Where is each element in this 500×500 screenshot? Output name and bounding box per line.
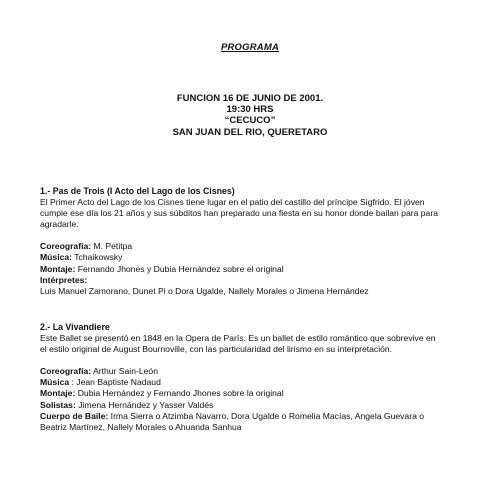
credit-staging <box>40 388 468 399</box>
credit-value: M. Petitpa <box>91 241 133 252</box>
event-time: 19:30 HRS <box>226 104 274 116</box>
credits <box>40 241 468 296</box>
credit-value: : Jean Baptiste Nadaud <box>69 377 161 388</box>
description-line: cumple ese día los 21 años y sus súbditos han preparado una fiesta en su honor donde bailan para para <box>40 208 438 219</box>
credit-value: Arthur Sain-León <box>91 366 158 377</box>
credit-label: Cuerpo de Baile: <box>40 410 109 421</box>
credit-label: Solistas: <box>40 399 76 410</box>
description-line: el estilo original de August Bournoville, con las particularidad del lirismo en su interpretación. <box>40 344 393 355</box>
credit-label: Montaje: <box>40 388 76 399</box>
section-title: 2.- La Vivandiere <box>40 322 110 332</box>
credit-music <box>40 252 468 263</box>
event-header <box>0 93 500 138</box>
credit-performers-label <box>40 275 468 286</box>
section-description <box>40 333 468 355</box>
credit-music <box>40 377 468 388</box>
credit-corps-de-ballet-cont: Beatriz Martínez, Nallely Morales o Ahuanda Sanhua <box>40 421 242 432</box>
credit-soloists <box>40 400 468 411</box>
credit-value: Jimena Hernández y Yasser Valdés <box>75 399 214 410</box>
credit-choreography <box>40 241 468 252</box>
section-title: 1.- Pas de Trois (I Acto del Lago de los Cisnes) <box>40 186 235 196</box>
credit-label: Música <box>40 377 70 388</box>
credit-label: Intérpretes: <box>40 274 88 285</box>
credit-value: Tchaikowsky <box>72 252 123 263</box>
description-line: El Primer Acto del Lago de los Cisnes tiene lugar en el patio del castillo del príncipe Sigfrido. El jóven <box>40 197 425 208</box>
credit-label: Música: <box>40 252 72 263</box>
event-location: SAN JUAN DEL RIO, QUERETARO <box>172 126 328 138</box>
event-venue: “CECUCO” <box>224 115 276 127</box>
credit-value: Dubia Hernández y Fernando Jhones sobre la original <box>75 388 284 399</box>
description-line: agradarle. <box>40 219 79 230</box>
credit-value: Fernando Jhones y Dubia Hernández sobre el original <box>75 263 284 274</box>
credit-corps-de-ballet <box>40 411 468 422</box>
event-date: FUNCION 16 DE JUNIO DE 2001. <box>176 93 324 104</box>
credits <box>40 366 468 433</box>
description-line: Este Ballet se presentó en 1848 en la Opera de París. Es un ballet de estilo romántico que sobrevive en <box>40 333 436 344</box>
credit-performers: Luis Manuel Zamorano, Dunet Pi o Dora Ugalde, Nallely Morales o Jimena Hernández <box>40 285 369 296</box>
credit-label: Montaje: <box>40 263 76 274</box>
credit-staging <box>40 264 468 275</box>
credit-label: Coreografía: <box>40 241 92 252</box>
section-pas-de-trois <box>40 186 468 297</box>
credit-choreography <box>40 366 468 377</box>
program-title: PROGRAMA <box>220 42 280 53</box>
section-description <box>40 197 468 230</box>
section-la-vivandiere <box>40 322 468 433</box>
credit-value: Irma Sierra o Atzimba Navarro, Dora Ugalde o Romelia Macías, Angela Guevara o <box>108 410 425 421</box>
credit-label: Coreografía: <box>40 366 92 377</box>
